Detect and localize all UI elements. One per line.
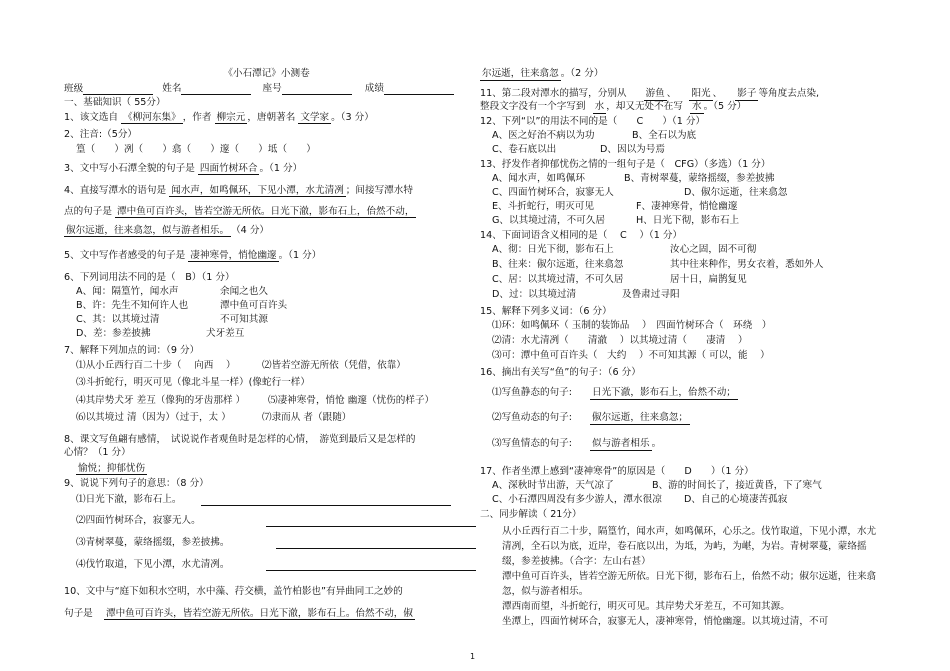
right-column: 尔远逝，往来翕忽 。（2 分） 11、第二段对潭水的描写，分别从 游鱼 、 阳光 、 影子 等角度去点染, 整段文字没有一个字写到 水 ，却又无处不在写 水 。（5 分） 12、下列“以”的用法不同的是（ C ）（1 分） A、医之好治不病以为功 B、全石以为底 C、卷石底以出 D、因以为号焉 13、抒发作者抑郁忧伤之情的一组句子是（ CFG）（多选）（1 分） A、闻水声，如鸣佩环 B、青树翠蔓，蒙络摇缀，参差披拂 C、四面竹树环合，寂寥无人 D、俶尔远逝，往来翕忽 E、斗折蛇行，明灭可见 F、凄神寒骨，悄怆幽邃 G、以其境过清，不可久居 H、日光下彻，影布石上 14、下面词语含义相同的是（ C ）（1 分） A、彻：日光下彻，影布石上 汝心之固，固不可彻 B、往来：俶尔远逝，往来翕忽 其中往来种作，男女衣着，悉如外人 C、居：以其境过清，不可久居 居十日，扁鹊复见 D、过：以其境过清 及鲁肃过寻阳 15、解释下列多义词：（6 分） ⑴环：如鸣佩环（ 玉制的装饰品 ） 四面竹树环合（ 环绕 ） ⑵清：水尤清冽（ 清澈 ）以其境过清（ 凄清 ） ⑶可：潭中鱼可百许头（ 大约 ）不可知其源（ 可以，能 ） 16、摘出有关写“鱼”的句子：（6 分） ⑴写鱼静态的句子: 日光下澈，影布石上，佁然不动； ⑵写鱼动态的句子: 俶尔远逝，往来翕忽； ⑶写鱼情态的句子: 似与游者相乐 。 17、作者坐潭上感到“凄神寒骨”的原因是（ D ）（1 分） A、深秋时节出游，天气凉了 B、游的时间长了，接近黄昏，下了寒气 C、小石潭四周没有多少游人，潭水很凉 D、自己的心境凄苦孤寂 二、同步解读（ 21分） 从小丘西行百二十步，隔篁竹，闻水声，如鸣佩环，心乐之。伐竹取道，下见小潭，水尤清冽，全石以为底，近岸，卷石底以出，为坻，为屿，为嵁，为岩。青树翠蔓，蒙络摇缀，参差披拂。（合字：左山右甚） 潭中鱼可百许头，皆若空游无所依。日光下彻，影布石上，佁然不动；俶尔远逝，往来翕忽，似与游者相乐。 潭西南而望，斗折蛇行，明灭可见。其岸势犬牙差互，不可知其源。 坐潭上，四面竹树环合，寂寥无人，凄神寒骨，悄怆幽邃。以其境过清，不可 (480, 68, 885, 629)
passage-paragraph-3: 潭西南而望，斗折蛇行，明灭可见。其岸势犬牙差互，不可知其源。 (502, 601, 790, 612)
question-6: 6、下列词用法不同的是（ B）（1 分） (64, 271, 235, 283)
answer-1b: 柳宗元 (216, 111, 246, 123)
class-field[interactable] (83, 83, 153, 95)
answer-9-1[interactable] (201, 494, 451, 506)
page-title: 《小石潭记》小测卷 (223, 68, 310, 79)
student-info-row (64, 83, 469, 97)
question-1: 1、该文选自 《柳河东集》 ，作者 柳宗元 ，唐朝著名 文学家 。（3 分） (64, 111, 374, 123)
question-17: 17、作者坐潭上感到“凄神寒骨”的原因是（ D ）（1 分） (480, 466, 754, 477)
name-label: 姓名 (162, 83, 182, 94)
question-4: 4、直接写潭水的语句是 闻水声，如鸣佩环，下见小潭，水尤清冽 ；间接写潭水特 (64, 184, 413, 196)
section-2-heading: 二、同步解读（ 21分） (480, 509, 582, 520)
answer-4a: 闻水声，如鸣佩环，下见小潭，水尤清冽 (171, 184, 344, 196)
question-2: 2、注音:（5分） (64, 128, 138, 140)
question-10: 10、文中与“庭下如积水空明，水中藻、荇交横，盖竹柏影也”有异曲同工之妙的 (64, 585, 403, 597)
question-5: 5、文中写作者感受的句子是 凄神寒骨，悄怆幽邃 。（1 分） (64, 249, 322, 261)
answer-4b: 潭中鱼可百许头，皆若空游无所依。日光下澈，影布石上，佁然不动， (117, 205, 415, 217)
name-field[interactable] (181, 83, 251, 95)
question-13: 13、抒发作者抑郁忧伤之情的一组句子是（ CFG）（多选）（1 分） (480, 159, 771, 170)
answer-9-3[interactable] (276, 537, 476, 549)
answer-3: 四面竹树环合 (199, 162, 258, 174)
question-15: 15、解释下列多义词：（6 分） (480, 306, 612, 317)
question-14: 14、下面词语含义相同的是（ C ）（1 分） (480, 230, 683, 241)
option-6d: D、差：参差披拂 犬牙差互 (76, 327, 245, 339)
answer-8: 愉悦；抑郁忧伤 (78, 462, 146, 474)
score-field[interactable] (384, 83, 454, 95)
answer-9-2[interactable] (266, 515, 476, 527)
question-16: 16、摘出有关写“鱼”的句子：（6 分） (480, 367, 641, 378)
question-3: 3、文中写小石潭全貌的句子是 四面竹树环合 。（1 分） (64, 162, 303, 174)
class-label: 班级 (64, 83, 84, 94)
answer-16-1: 日光下澈，影布石上，佁然不动； (592, 387, 736, 398)
passage-paragraph-1: 从小丘西行百二十步，隔篁竹，闻水声，如鸣佩环，心乐之。伐竹取道，下见小潭，水尤清冽，全石以为底，近岸，卷石底以出，为坻，为屿，为嵁，为岩。青树翠蔓，蒙络摇缀，参差披拂。（合字：左山右甚） (502, 526, 877, 567)
question-12: 12、下列“以”的用法不同的是（ C ）（1 分） (480, 116, 706, 127)
answer-5: 凄神寒骨，悄怆幽邃 (190, 249, 277, 261)
seat-label: 座号 (262, 83, 282, 94)
passage-paragraph-4: 坐潭上，四面竹树环合，寂寥无人，凄神寒骨，悄怆幽邃。以其境过清，不可 (502, 616, 829, 627)
passage-paragraph-2: 潭中鱼可百许头，皆若空游无所依。日光下彻，影布石上，佁然不动；俶尔远逝，往来翕忽，似与游者相乐。 (502, 571, 877, 597)
answer-16-2: 俶尔远逝，往来翕忽； (592, 412, 688, 423)
question-11: 11、第二段对潭水的描写，分别从 游鱼 、 阳光 、 影子 等角度去点染, (480, 88, 820, 99)
question-2-items: 篁（ ）冽（ ）翕（ ）邃（ ）坻（ ） (76, 143, 316, 155)
question-7: 7、解释下列加点的词：（9 分） (64, 344, 200, 356)
question-9: 9、说说下列句子的意思：（8 分） (64, 477, 209, 489)
question-8: 8、课文写鱼翩有感情， 试说说作者观鱼时是怎样的心情， 游览到最后又是怎样的 (64, 433, 416, 445)
seat-field[interactable] (282, 83, 352, 95)
answer-1c: 文学家 (300, 111, 330, 123)
answer-10: 潭中鱼可百许头，皆若空游无所依。日光下澈，影布石上。佁然不动，俶 (106, 607, 413, 619)
answer-10-cont: 尔远逝，往来翕忽 (482, 68, 559, 79)
answer-1a: 《柳河东集》 (123, 111, 181, 123)
option-6b: B、许：先生不知何许人也 潭中鱼可百许头 (76, 299, 288, 311)
score-label: 成绩 (364, 83, 384, 94)
option-6a: A、闻：隔篁竹，闻水声 余闻之也久 (76, 285, 268, 297)
page-number: 1 (470, 652, 476, 661)
left-column: 《小石潭记》小测卷 班级 姓名 座号 成绩 一、基础知识（ 55分） 1、该文选自 《柳河东集》 ，作者 柳宗元 ，唐朝著名 文学家 。（3 分） 2、注音:（5分） 篁（ ）冽（ ）翕（ ）邃（ ）坻（ ） 3、文中写小石潭全貌的句子是 四面竹树环合 。（1 分） 4、直接写潭水的语句是 闻水声，如鸣佩环，下见小潭，水尤清冽 ；间接写潭水特 点的句子是 潭中鱼可百许头，皆若空游无所依。日光下澈，影布石上，佁然不动， 俶尔远逝，往来翕忽，似与游者相乐。 （4 分） 5、文中写作者感受的句子是 凄神寒骨，悄怆幽邃 。（1 分） 6、下列词用法不同的是（ B）（1 分） A、闻：隔篁竹，闻水声 余闻之也久 B、许：先生不知何许人也 潭中鱼可百许头 C、其：以其境过清 不可知其源 D、差：参差披拂 犬牙差互 7、解释下列加点的词：（9 分） ⑴从小丘西行百二十步（ 向西 ） ⑵皆若空游无所依（凭借，依靠） ⑶斗折蛇行，明灭可见（像北斗星一样）(像蛇行一样） ⑷其岸势犬牙 差互（像狗的牙齿那样 ） ⑸凄神寒骨，悄怆 幽邃（忧伤的样子） ⑹以其境过 清（因为）（过于，太 ） ⑺隶而从 者（跟随） 8、课文写鱼翩有感情， 试说说作者观鱼时是怎样的心情， 游览到最后又是怎样的 心情？（1 分） 愉悦；抑郁忧伤 9、说说下列句子的意思：（8 分） ⑴日光下澈，影布石上。 ⑵四面竹树环合，寂寥无人。 ⑶青树翠蔓，蒙络摇缀，参差披拂。 ⑷伐竹取道，下见小潭，水尤清冽。 10、文中与“庭下如积水空明，水中藻、荇交横，盖竹柏影也”有异曲同工之妙的 句子是 潭中鱼可百许头，皆若空游无所依。日光下澈，影布石上。佁然不动，俶 (64, 68, 469, 623)
answer-4b-cont: 俶尔远逝，往来翕忽，似与游者相乐。 (66, 224, 230, 236)
answer-16-3: 似与游者相乐 (592, 438, 650, 449)
answer-9-4[interactable] (266, 559, 476, 571)
option-6c: C、其：以其境过清 不可知其源 (76, 313, 268, 325)
section-1-heading: 一、基础知识（ 55分） (64, 96, 166, 108)
